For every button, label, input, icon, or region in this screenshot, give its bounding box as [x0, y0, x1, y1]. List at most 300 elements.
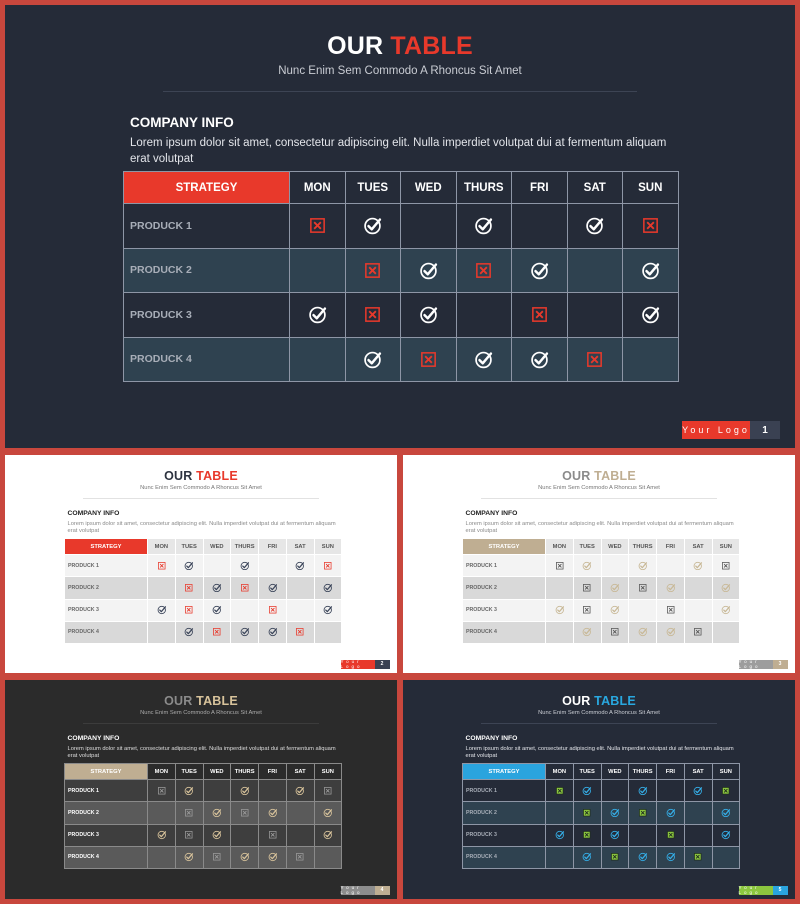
- status-cell: [573, 780, 601, 802]
- status-cell: [684, 599, 712, 621]
- status-cell: [203, 621, 231, 643]
- status-cell: [259, 824, 287, 846]
- slide-title: [403, 694, 795, 708]
- table-header-row: [463, 764, 740, 780]
- table-row: [65, 780, 342, 802]
- cross-icon: [666, 605, 676, 615]
- status-cell: [601, 780, 629, 802]
- cross-icon: [268, 605, 278, 615]
- slide-subtitle: Nunc Enim Sem Commodo A Rhoncus Sit Amet: [140, 710, 262, 716]
- status-cell: [567, 293, 623, 338]
- cross-icon: [184, 583, 194, 593]
- check-icon: [693, 561, 703, 571]
- check-icon: [268, 627, 278, 637]
- check-icon: [295, 786, 305, 796]
- title-part-table: TABLE: [196, 693, 238, 708]
- cross-icon: [157, 561, 167, 571]
- status-cell: [401, 337, 457, 382]
- status-cell: [684, 780, 712, 802]
- cross-icon: [638, 583, 648, 593]
- check-icon: [184, 561, 194, 571]
- day-header-sun: SUN: [712, 764, 740, 780]
- day-header-wed: WED: [401, 172, 457, 204]
- check-icon: [295, 561, 305, 571]
- table-row: [124, 248, 679, 293]
- day-header-tues: TUES: [573, 539, 601, 555]
- check-icon: [666, 808, 676, 818]
- status-cell: [231, 824, 259, 846]
- slide-dark-tan: [5, 680, 397, 899]
- cross-icon: [184, 830, 194, 840]
- status-cell: [623, 248, 679, 293]
- table-row: [65, 555, 342, 577]
- status-cell: [203, 577, 231, 599]
- status-cell: [286, 802, 314, 824]
- day-header-mon: MON: [148, 539, 176, 555]
- status-cell: [573, 802, 601, 824]
- row-label: PRODUCK 1: [65, 555, 148, 577]
- status-cell: [203, 824, 231, 846]
- status-cell: [148, 824, 176, 846]
- slide-title: [5, 469, 397, 483]
- table-row: [124, 293, 679, 338]
- day-header-thurs: THURS: [629, 539, 657, 555]
- table-row: [65, 846, 342, 868]
- status-cell: [314, 802, 342, 824]
- row-label: PRODUCK 3: [65, 824, 148, 846]
- status-cell: [512, 337, 568, 382]
- title-part-our: OUR: [327, 32, 384, 60]
- status-cell: [290, 337, 346, 382]
- check-icon: [610, 830, 620, 840]
- cross-icon: [363, 305, 382, 324]
- row-label: PRODUCK 1: [124, 204, 290, 249]
- cross-icon: [641, 216, 660, 235]
- slide-light-red: [5, 455, 397, 673]
- check-icon: [666, 627, 676, 637]
- row-label: PRODUCK 4: [463, 621, 546, 643]
- title-divider: [481, 498, 716, 499]
- status-cell: [629, 555, 657, 577]
- status-cell: [657, 577, 685, 599]
- page-number: 2: [375, 660, 390, 669]
- check-icon: [363, 350, 382, 369]
- title-part-table: TABLE: [390, 32, 473, 60]
- check-icon: [240, 561, 250, 571]
- title-divider: [83, 723, 318, 724]
- slide-subtitle: Nunc Enim Sem Commodo A Rhoncus Sit Amet: [140, 485, 262, 491]
- status-cell: [601, 577, 629, 599]
- section-heading: COMPANY INFO: [465, 735, 518, 742]
- slide-title: [403, 469, 795, 483]
- row-label: PRODUCK 4: [65, 621, 148, 643]
- status-cell: [148, 599, 176, 621]
- status-cell: [175, 802, 203, 824]
- cross-icon: [212, 852, 222, 862]
- slide-title: [5, 694, 397, 708]
- table-row: [65, 577, 342, 599]
- status-cell: [148, 780, 176, 802]
- title-part-our: OUR: [164, 693, 193, 708]
- slide-subtitle: Nunc Enim Sem Commodo A Rhoncus Sit Amet: [538, 710, 660, 716]
- check-icon: [638, 627, 648, 637]
- logo-badge: [739, 886, 788, 895]
- page-number: 3: [773, 660, 788, 669]
- cross-icon: [610, 627, 620, 637]
- cross-icon: [323, 561, 333, 571]
- status-cell: [546, 577, 574, 599]
- row-label: PRODUCK 1: [65, 780, 148, 802]
- status-cell: [684, 802, 712, 824]
- table-row: [124, 204, 679, 249]
- status-cell: [712, 577, 740, 599]
- cross-icon: [582, 605, 592, 615]
- cross-icon: [721, 561, 731, 571]
- table-header-row: [65, 539, 342, 555]
- status-cell: [712, 599, 740, 621]
- check-icon: [240, 627, 250, 637]
- status-cell: [231, 577, 259, 599]
- check-icon: [585, 216, 604, 235]
- check-icon: [721, 808, 731, 818]
- strategy-header: STRATEGY: [65, 539, 148, 555]
- status-cell: [601, 555, 629, 577]
- cross-icon: [474, 261, 493, 280]
- row-label: PRODUCK 2: [65, 802, 148, 824]
- check-icon: [666, 852, 676, 862]
- status-cell: [259, 555, 287, 577]
- status-cell: [290, 204, 346, 249]
- table-row: [463, 621, 740, 643]
- title-part-table: TABLE: [196, 468, 238, 483]
- status-cell: [546, 802, 574, 824]
- logo-badge: [739, 660, 788, 669]
- check-icon: [582, 561, 592, 571]
- status-cell: [259, 599, 287, 621]
- check-icon: [268, 852, 278, 862]
- slide-main: [5, 5, 795, 448]
- strategy-header: STRATEGY: [124, 172, 290, 204]
- status-cell: [259, 621, 287, 643]
- section-heading: COMPANY INFO: [130, 115, 234, 130]
- row-label: PRODUCK 3: [65, 599, 148, 621]
- check-icon: [555, 605, 565, 615]
- cross-icon: [295, 627, 305, 637]
- slide-light-tan: [403, 455, 795, 673]
- table-header-row: [65, 764, 342, 780]
- status-cell: [345, 337, 401, 382]
- status-cell: [231, 621, 259, 643]
- cross-icon: [582, 583, 592, 593]
- schedule-table: [64, 538, 342, 644]
- status-cell: [345, 204, 401, 249]
- strategy-header: STRATEGY: [65, 764, 148, 780]
- row-label: PRODUCK 2: [124, 248, 290, 293]
- status-cell: [629, 621, 657, 643]
- day-header-sun: SUN: [314, 764, 342, 780]
- status-cell: [290, 293, 346, 338]
- schedule-table: [123, 171, 679, 382]
- status-cell: [231, 846, 259, 868]
- status-cell: [345, 248, 401, 293]
- status-cell: [314, 824, 342, 846]
- cross-icon: [582, 830, 592, 840]
- table-row: [463, 780, 740, 802]
- check-icon: [530, 261, 549, 280]
- status-cell: [601, 621, 629, 643]
- status-cell: [456, 248, 512, 293]
- check-icon: [610, 808, 620, 818]
- table-row: [463, 577, 740, 599]
- cross-icon: [555, 561, 565, 571]
- status-cell: [148, 555, 176, 577]
- slide-subtitle: Nunc Enim Sem Commodo A Rhoncus Sit Amet: [538, 485, 660, 491]
- row-label: PRODUCK 2: [65, 577, 148, 599]
- check-icon: [212, 583, 222, 593]
- cross-icon: [693, 852, 703, 862]
- status-cell: [259, 577, 287, 599]
- day-header-sat: SAT: [684, 764, 712, 780]
- check-icon: [474, 216, 493, 235]
- status-cell: [629, 577, 657, 599]
- status-cell: [629, 846, 657, 868]
- status-cell: [401, 204, 457, 249]
- status-cell: [623, 293, 679, 338]
- check-icon: [638, 561, 648, 571]
- table-row: [463, 846, 740, 868]
- check-icon: [555, 830, 565, 840]
- day-header-mon: MON: [290, 172, 346, 204]
- check-icon: [666, 583, 676, 593]
- status-cell: [712, 555, 740, 577]
- check-icon: [721, 605, 731, 615]
- status-cell: [286, 621, 314, 643]
- day-header-mon: MON: [546, 539, 574, 555]
- title-part-table: TABLE: [594, 468, 636, 483]
- status-cell: [148, 802, 176, 824]
- title-part-our: OUR: [562, 693, 591, 708]
- logo-text: Your Logo: [341, 660, 375, 669]
- status-cell: [657, 555, 685, 577]
- section-description: Lorem ipsum dolor sit amet, consectetur adipiscing elit. Nulla imperdiet volutpat dui at fermentum aliquam erat volutpat: [465, 745, 734, 760]
- status-cell: [175, 577, 203, 599]
- section-description: Lorem ipsum dolor sit amet, consectetur adipiscing elit. Nulla imperdiet volutpat dui at fermentum aliquam erat volutpat: [67, 520, 336, 535]
- check-icon: [610, 605, 620, 615]
- check-icon: [693, 786, 703, 796]
- status-cell: [259, 846, 287, 868]
- logo-text: Your Logo: [739, 886, 773, 895]
- status-cell: [712, 824, 740, 846]
- status-cell: [148, 577, 176, 599]
- status-cell: [175, 555, 203, 577]
- day-header-thurs: THURS: [231, 539, 259, 555]
- row-label: PRODUCK 3: [463, 824, 546, 846]
- row-label: PRODUCK 2: [463, 577, 546, 599]
- cross-icon: [240, 583, 250, 593]
- status-cell: [657, 824, 685, 846]
- page-number: 1: [750, 421, 780, 439]
- day-header-sat: SAT: [286, 539, 314, 555]
- status-cell: [512, 204, 568, 249]
- status-cell: [573, 621, 601, 643]
- status-cell: [573, 599, 601, 621]
- status-cell: [573, 555, 601, 577]
- status-cell: [684, 824, 712, 846]
- strategy-header: STRATEGY: [463, 764, 546, 780]
- cross-icon: [363, 261, 382, 280]
- day-header-sat: SAT: [684, 539, 712, 555]
- page-number: 4: [375, 886, 390, 895]
- row-label: PRODUCK 3: [124, 293, 290, 338]
- check-icon: [184, 852, 194, 862]
- table-row: [463, 824, 740, 846]
- status-cell: [203, 846, 231, 868]
- status-cell: [231, 555, 259, 577]
- section-heading: COMPANY INFO: [67, 735, 120, 742]
- slide-dark-blue: [403, 680, 795, 899]
- slide-title: [5, 32, 795, 61]
- cross-icon: [693, 627, 703, 637]
- title-divider: [83, 498, 318, 499]
- status-cell: [314, 555, 342, 577]
- check-icon: [582, 627, 592, 637]
- row-label: PRODUCK 4: [463, 846, 546, 868]
- check-icon: [530, 350, 549, 369]
- check-icon: [582, 786, 592, 796]
- check-icon: [184, 786, 194, 796]
- logo-badge: [341, 660, 390, 669]
- check-icon: [474, 350, 493, 369]
- status-cell: [601, 846, 629, 868]
- section-heading: COMPANY INFO: [67, 510, 120, 517]
- table-header-row: [463, 539, 740, 555]
- schedule-table: [462, 538, 740, 644]
- status-cell: [314, 621, 342, 643]
- check-icon: [268, 583, 278, 593]
- day-header-sat: SAT: [567, 172, 623, 204]
- section-description: Lorem ipsum dolor sit amet, consectetur adipiscing elit. Nulla imperdiet volutpat dui at fermentum aliquam erat volutpat: [130, 137, 667, 165]
- title-part-our: OUR: [164, 468, 193, 483]
- day-header-fri: FRI: [259, 539, 287, 555]
- section-description: Lorem ipsum dolor sit amet, consectetur adipiscing elit. Nulla imperdiet volutpat dui at fermentum aliquam erat volutpat: [67, 745, 336, 760]
- cross-icon: [212, 627, 222, 637]
- check-icon: [638, 852, 648, 862]
- status-cell: [290, 248, 346, 293]
- status-cell: [712, 621, 740, 643]
- cross-icon: [610, 852, 620, 862]
- status-cell: [512, 248, 568, 293]
- check-icon: [721, 830, 731, 840]
- day-header-wed: WED: [601, 539, 629, 555]
- status-cell: [712, 846, 740, 868]
- status-cell: [567, 337, 623, 382]
- day-header-fri: FRI: [657, 539, 685, 555]
- cross-icon: [555, 786, 565, 796]
- table-row: [463, 599, 740, 621]
- day-header-wed: WED: [601, 764, 629, 780]
- check-icon: [610, 583, 620, 593]
- status-cell: [546, 599, 574, 621]
- cross-icon: [184, 605, 194, 615]
- day-header-wed: WED: [203, 764, 231, 780]
- status-cell: [629, 780, 657, 802]
- row-label: PRODUCK 1: [463, 780, 546, 802]
- day-header-sun: SUN: [623, 172, 679, 204]
- schedule-table: [64, 763, 342, 869]
- check-icon: [212, 605, 222, 615]
- day-header-sat: SAT: [286, 764, 314, 780]
- title-part-table: TABLE: [594, 693, 636, 708]
- status-cell: [684, 846, 712, 868]
- status-cell: [175, 621, 203, 643]
- cross-icon: [295, 852, 305, 862]
- status-cell: [601, 802, 629, 824]
- title-divider: [163, 91, 637, 92]
- status-cell: [286, 555, 314, 577]
- check-icon: [638, 786, 648, 796]
- section-heading: COMPANY INFO: [465, 510, 518, 517]
- check-icon: [641, 305, 660, 324]
- cross-icon: [721, 786, 731, 796]
- status-cell: [456, 337, 512, 382]
- status-cell: [657, 802, 685, 824]
- slide-subtitle: Nunc Enim Sem Commodo A Rhoncus Sit Amet: [278, 65, 522, 77]
- status-cell: [175, 824, 203, 846]
- check-icon: [641, 261, 660, 280]
- strategy-header: STRATEGY: [463, 539, 546, 555]
- day-header-fri: FRI: [512, 172, 568, 204]
- status-cell: [401, 293, 457, 338]
- cross-icon: [268, 830, 278, 840]
- table-header-row: [124, 172, 679, 204]
- cross-icon: [308, 216, 327, 235]
- day-header-tues: TUES: [175, 539, 203, 555]
- day-header-fri: FRI: [259, 764, 287, 780]
- day-header-tues: TUES: [345, 172, 401, 204]
- status-cell: [148, 621, 176, 643]
- cross-icon: [157, 786, 167, 796]
- table-row: [65, 599, 342, 621]
- cross-icon: [240, 808, 250, 818]
- check-icon: [268, 808, 278, 818]
- status-cell: [456, 204, 512, 249]
- status-cell: [345, 293, 401, 338]
- cross-icon: [530, 305, 549, 324]
- table-row: [65, 621, 342, 643]
- status-cell: [175, 846, 203, 868]
- status-cell: [314, 780, 342, 802]
- check-icon: [323, 808, 333, 818]
- row-label: PRODUCK 4: [65, 846, 148, 868]
- logo-badge: [341, 886, 390, 895]
- status-cell: [623, 204, 679, 249]
- status-cell: [684, 621, 712, 643]
- status-cell: [512, 293, 568, 338]
- status-cell: [546, 555, 574, 577]
- day-header-fri: FRI: [657, 764, 685, 780]
- logo-text: Your Logo: [341, 886, 375, 895]
- row-label: PRODUCK 2: [463, 802, 546, 824]
- status-cell: [231, 599, 259, 621]
- cross-icon: [585, 350, 604, 369]
- status-cell: [657, 780, 685, 802]
- cross-icon: [184, 808, 194, 818]
- check-icon: [212, 830, 222, 840]
- table-row: [463, 802, 740, 824]
- check-icon: [157, 605, 167, 615]
- status-cell: [712, 802, 740, 824]
- cross-icon: [666, 830, 676, 840]
